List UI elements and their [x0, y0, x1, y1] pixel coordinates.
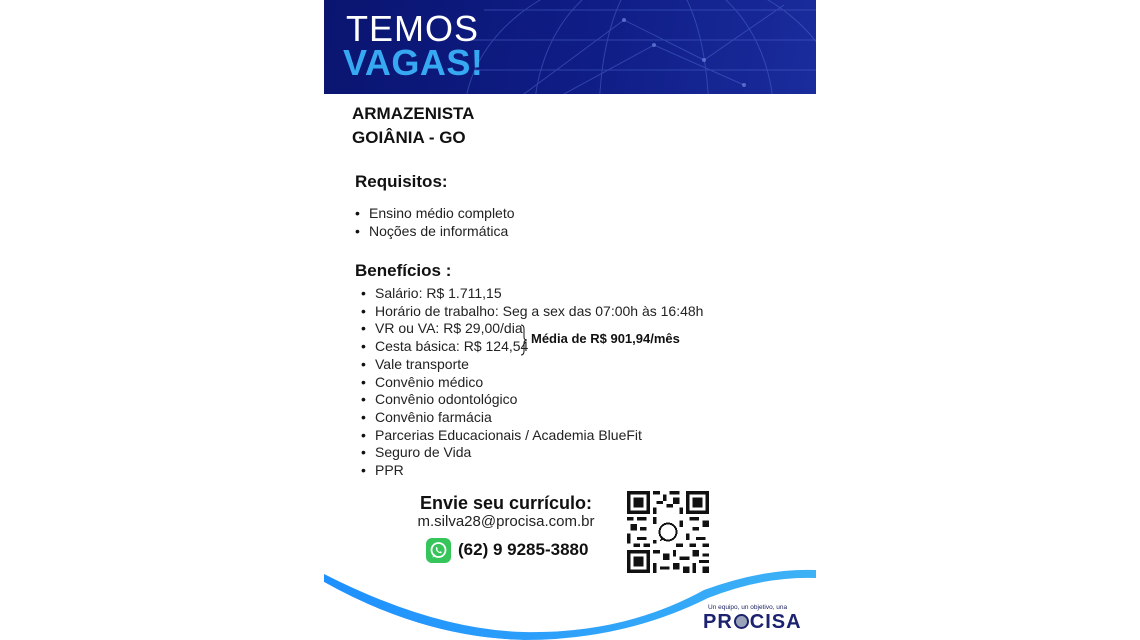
list-item: • Cesta básica: R$ 124,54 [361, 338, 703, 356]
contact-phone[interactable]: (62) 9 9285-3880 [458, 540, 589, 559]
header-line-1: TEMOS [346, 8, 480, 49]
send-cv-title: Envie seu currículo: [419, 493, 593, 513]
list-item: • Convênio médico [361, 374, 703, 392]
requirements-title: Requisitos: [355, 172, 448, 191]
brand-tagline: Un equipo, un objetivo, una [708, 604, 788, 611]
poster-header [324, 0, 816, 94]
requirements-list [355, 205, 515, 240]
benefits-list [361, 285, 703, 480]
job-location: GOIÂNIA - GO [352, 128, 466, 147]
brand-name-end: CISA [749, 611, 802, 633]
brand-name-start: PR [703, 611, 733, 633]
list-item: • PPR [361, 462, 703, 480]
list-item: • Seguro de Vida [361, 444, 703, 462]
list-item: • Noções de informática [355, 223, 515, 241]
list-item: • Ensino médio completo [355, 205, 515, 223]
contact-email[interactable]: m.silva28@procisa.com.br [417, 513, 595, 530]
list-item: • Horário de trabalho: Seg a sex das 07:00h às 16:48h [361, 303, 703, 321]
job-poster [324, 0, 816, 640]
list-item: • Vale transporte [361, 356, 703, 374]
globe-icon [734, 614, 749, 629]
list-item: • Convênio odontológico [361, 391, 703, 409]
brand-logo [703, 611, 802, 634]
header-line-2: VAGAS! [343, 42, 484, 83]
list-item: • Convênio farmácia [361, 409, 703, 427]
curly-brace-icon [520, 324, 528, 356]
job-title: ARMAZENISTA [352, 104, 475, 123]
average-note: Média de R$ 901,94/mês [531, 331, 680, 346]
list-item: • Salário: R$ 1.711,15 [361, 285, 703, 303]
list-item: • VR ou VA: R$ 29,00/dia [361, 320, 703, 338]
list-item: • Parcerias Educacionais / Academia BlueFit [361, 427, 703, 445]
benefits-title: Benefícios : [355, 261, 452, 280]
